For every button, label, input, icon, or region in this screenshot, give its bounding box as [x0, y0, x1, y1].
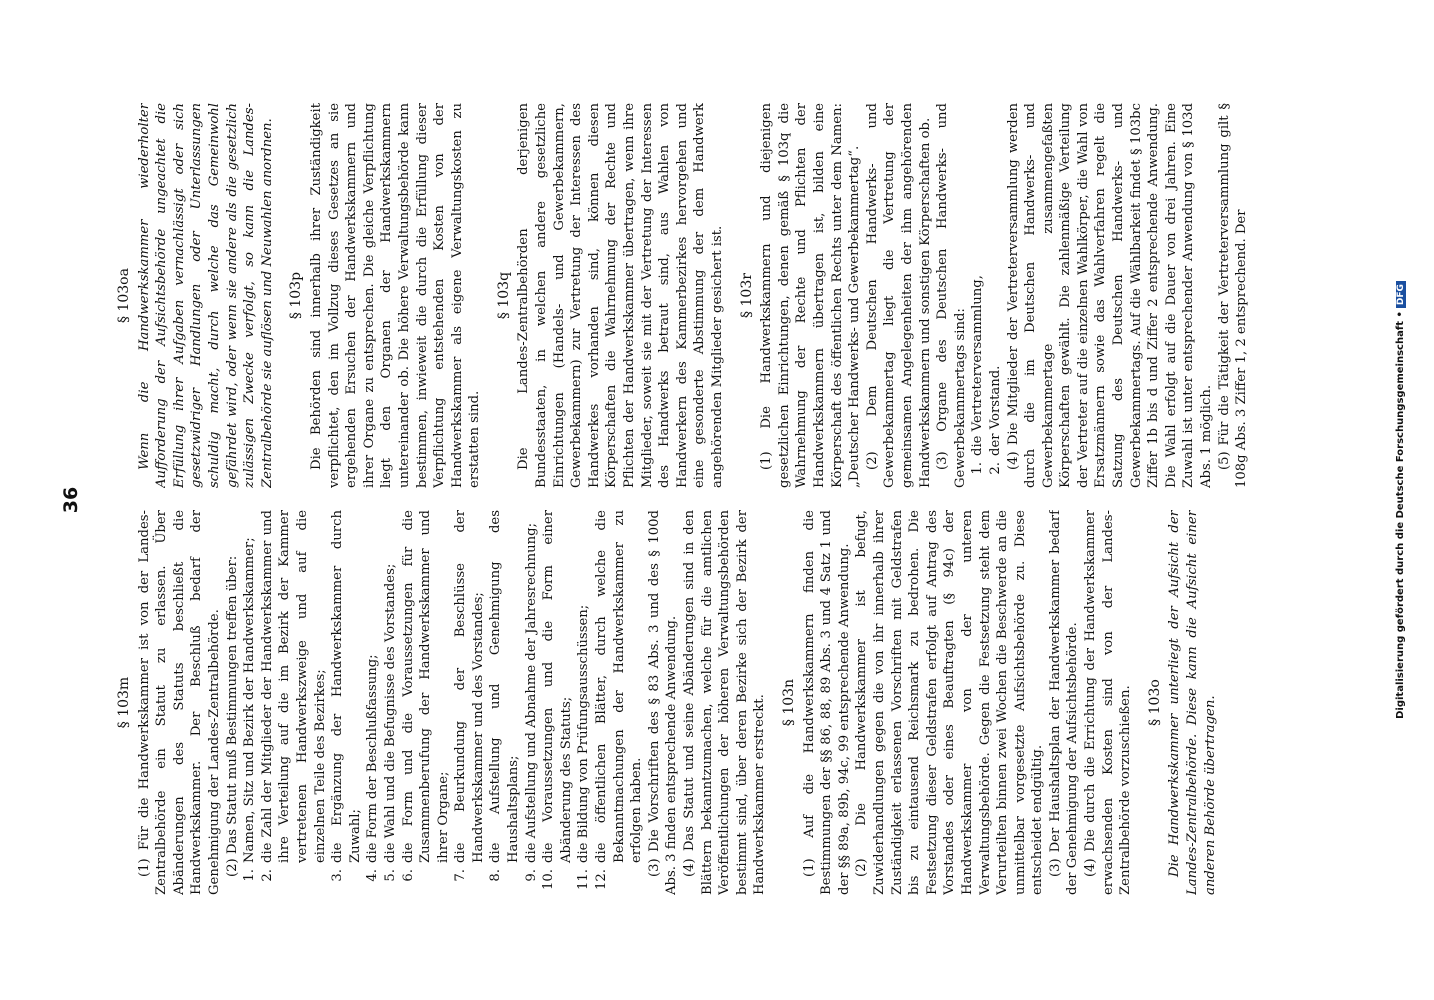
paragraph: (2) Das Statut muß Bestimmungen treffen über:	[224, 555, 240, 877]
list-item	[382, 510, 400, 895]
enumerated-list	[969, 103, 1004, 488]
list-item-number: 4.	[365, 869, 381, 882]
section-heading-103n: § 103n	[780, 678, 797, 727]
list-item	[329, 510, 364, 895]
list-item-number: 9.	[523, 869, 539, 882]
list-item	[523, 510, 541, 895]
page-number: 36	[60, 486, 82, 514]
section-heading-103o: § 103o	[1146, 679, 1163, 726]
list-item-number: 6.	[400, 869, 416, 882]
list-item-text: die Beurkundung der Beschlüsse der Handwerkskammer und des Vorstandes;	[453, 510, 486, 863]
list-item-text: die Voraussetzungen und die Form einer Abänderung des Statuts;	[541, 510, 574, 863]
list-item-number: 10.	[541, 869, 557, 890]
left-column	[112, 510, 1292, 895]
list-item	[575, 510, 593, 895]
paragraph: (5) Für die Tätigkeit der Vertreterversammlung gilt § 108g Abs. 3 Ziffer 1, 2 entsprechend. Der	[1216, 103, 1250, 488]
list-item-number: 12.	[594, 869, 610, 890]
list-item-number: 5.	[382, 869, 398, 882]
paragraph: (4) Die durch die Errichtung der Handwerkskammer erwachsenden Kosten sind von der Landes-Zentralbehörde vorzuschießen.	[1083, 510, 1134, 895]
section-heading-103r: § 103r	[738, 273, 755, 318]
list-item-number: 11.	[576, 869, 592, 890]
funding-footer	[1395, 0, 1406, 1000]
enumerated-list	[241, 510, 646, 895]
list-item-text: die Form und die Voraussetzungen für die Zusammenberufung der Handwerkskammer und ihrer Organe;	[400, 510, 451, 863]
list-item-text: die Bildung von Prüfungsausschüssen;	[576, 604, 592, 863]
list-item	[969, 103, 987, 488]
list-item	[593, 510, 646, 895]
dfg-logo: DFG	[1396, 281, 1406, 308]
list-item-text: die Vertreterversammlung,	[970, 275, 986, 456]
list-item-number: 7.	[453, 869, 469, 882]
paragraph: (4) Das Statut und seine Abänderungen sind in den Blättern bekanntzumachen, welche für die amtlichen Veröffentlichungen der höheren Verwaltungsbehörden bestimmt sind, über deren Bezirke sich der Bezirk der Handwerkskammer erstreckt.	[682, 510, 768, 895]
list-item	[987, 103, 1005, 488]
paragraph: (2) Dem Deutschen Handwerks- und Gewerbekammertag liegt die Vertretung der gemeinsamen Angelegenheiten der ihm angehörenden Handwerkskammern und sonstigen Körperschaften ob.	[864, 103, 933, 488]
list-item-text: die Wahl und die Befugnisse des Vorstandes;	[382, 563, 398, 863]
list-item	[487, 510, 522, 895]
list-item-text: die Form der Beschlußfassung;	[365, 654, 381, 863]
list-item	[540, 510, 575, 895]
paragraph: Die Handwerkskammer unterliegt der Aufsicht der Landes-Zentralbehörde. Diese kann die Aufsicht einer anderen Behörde übertragen.	[1167, 510, 1218, 895]
section-heading-103oa: § 103oa	[116, 268, 132, 323]
list-item-text: die Zahl der Mitglieder der Handwerkskammer und ihre Verteilung auf die im Bezirk der Kammer vertretenen Handwerkszweige und auf die einzelnen Teile des Bezirkes;	[259, 510, 328, 863]
list-item-number: 2.	[987, 462, 1003, 475]
list-item-text: die Aufstellung und Abnahme der Jahresrechnung;	[523, 522, 539, 863]
paragraph: Die Behörden sind innerhalb ihrer Zuständigkeit verpflichtet, den im Vollzug dieses Gesetzes an sie ergehenden Ersuchen der Handwerkskammern und ihrer Organe zu entsprechen. Die gleiche Verpflichtung liegt den Organen der Handwerkskammern untereinander ob. Die höhere Verwaltungsbehörde kann bestimmen, inwieweit die durch die Erfüllung dieser Verpflichtung entstehenden Kosten von der Handwerkskammer als eigene Verwaltungskosten zu erstatten sind.	[308, 103, 483, 488]
list-item-number: 1.	[970, 462, 986, 475]
list-item-number: 8.	[488, 869, 504, 882]
footer-text: Digitalisierung gefördert durch die Deutsche Forschungsgemeinschaft •	[1395, 311, 1406, 719]
list-item	[259, 510, 329, 895]
list-item-text: die öffentlichen Blätter, durch welche die Bekanntmachungen der Handwerkskammer zu erfolgen haben.	[594, 510, 645, 863]
paragraph: Wenn die Handwerkskammer wiederholter Aufforderung der Aufsichtsbehörde ungeachtet die Erfüllung ihrer Aufgaben vernachlässigt oder sich gesetzwidriger Handlungen oder Unterlassungen schuldig macht, durch welche das Gemeinwohl gefährdet wird, oder wenn sie andere als die gesetzlich zulässigen Zwecke verfolgt, so kann die Landes-Zentralbehörde sie auflösen und Neuwahlen anordnen.	[136, 103, 275, 488]
list-item-text: die Aufstellung und Genehmigung des Haushaltsplans;	[488, 510, 522, 863]
list-item	[452, 510, 487, 895]
paragraph: (3) Die Vorschriften des § 83 Abs. 3 und des § 100d Abs. 3 finden entsprechende Anwendung.	[646, 510, 680, 895]
paragraph: (1) Die Handwerkskammern und diejenigen gesetzlichen Einrichtungen, denen gemäß § 103q die Wahrnehmung der Rechte und Pflichten der Handwerkskammern übertragen ist, bilden eine Körperschaft des öffentlichen Rechts unter dem Namen: „Deutscher Handwerks- und Gewerbekammertag“.	[759, 103, 863, 488]
list-item	[400, 510, 453, 895]
list-item-number: 1.	[242, 869, 258, 882]
right-column	[112, 103, 1292, 488]
section-heading-103q: § 103q	[495, 271, 512, 320]
paragraph: (3) Organe des Deutschen Handwerks- und Gewerbekammertags sind:	[935, 103, 968, 488]
section-heading-103p: § 103p	[288, 271, 305, 320]
list-item-number: 2.	[259, 869, 275, 882]
list-item	[364, 510, 382, 895]
list-item-text: Namen, Sitz und Bezirk der Handwerkskammer;	[242, 537, 258, 863]
paragraph: (2) Die Handwerkskammer ist befugt, Zuwiderhandlungen gegen die von ihr innerhalb ihrer Zuständigkeit erlassenen Vorschriften mit Geldstrafen bis zu eintausend Reichsmark zu bedrohen. Die Festsetzung dieser Geldstrafen erfolgt auf Antrag des Vorstandes oder eines Beauftragten (§ 94c) der Handwerkskammer von der unteren Verwaltungsbehörde. Gegen die Festsetzung steht dem Verurteilten binnen zwei Wochen die Beschwerde an die unmittelbar vorgesetzte Aufsichtsbehörde zu. Diese entscheidet endgültig.	[854, 510, 1046, 895]
list-item-text: der Vorstand.	[987, 365, 1003, 456]
paragraph: (3) Der Haushaltsplan der Handwerkskammer bedarf der Genehmigung der Aufsichtsbehörde.	[1047, 510, 1081, 895]
section-heading-103m: § 103m	[116, 676, 132, 729]
paragraph: (1) Für die Handwerkskammer ist von der Landes-Zentralbehörde ein Statut zu erlassen. Über Abänderungen des Statuts beschließt die Handwerkskammer. Der Beschluß bedarf der Genehmigung der Landes-Zentralbehörde.	[136, 510, 222, 895]
paragraph: Die Landes-Zentralbehörden derjenigen Bundesstaaten, in welchen andere gesetzliche Einrichtungen (Handels- und Gewerbekammern, Gewerbekammern) zur Vertretung der Interessen des Handwerkes vorhanden sind, können diesen Körperschaften die Wahrnehmung der Rechte und Pflichten der Handwerkskammer übertragen, wenn ihre Mitglieder, soweit sie mit der Vertretung der Interessen des Handwerks betraut sind, aus Wahlen von Handwerkern des Kammerbezirkes hervorgehen und eine gesonderte Abstimmung der dem Handwerk angehörenden Mitglieder gesichert ist.	[516, 103, 725, 488]
list-item-text: die Ergänzung der Handwerkskammer durch Zuwahl;	[330, 510, 363, 863]
paragraph: (1) Auf die Handwerkskammern finden die Bestimmungen der §§ 86, 88, 89 Abs. 3 und 4 Satz 1 und der §§ 89a, 89b, 94c, 99 entsprechende Anwendung.	[801, 510, 852, 895]
paragraph: (4) Die Mitglieder der Vertreterversammlung werden durch die im Deutschen Handwerks- und Gewerbekammertage zusammengefaßten Körperschaften gewählt. Die zahlenmäßige Verteilung der Vertreter auf die einzelnen Wahlkörper, die Wahl von Ersatzmännern sowie das Wahlverfahren regelt die Satzung des Deutschen Handwerks- und Gewerbekammertags. Auf die Wählbarkeit findet § 103bc Ziffer 1b bis d und Ziffer 2 entsprechende Anwendung. Die Wahl erfolgt auf die Dauer von drei Jahren. Eine Zuwahl ist unter entsprechender Anwendung von § 103d Abs. 1 möglich.	[1005, 103, 1215, 488]
list-item	[241, 510, 259, 895]
list-item-number: 3.	[330, 869, 346, 882]
